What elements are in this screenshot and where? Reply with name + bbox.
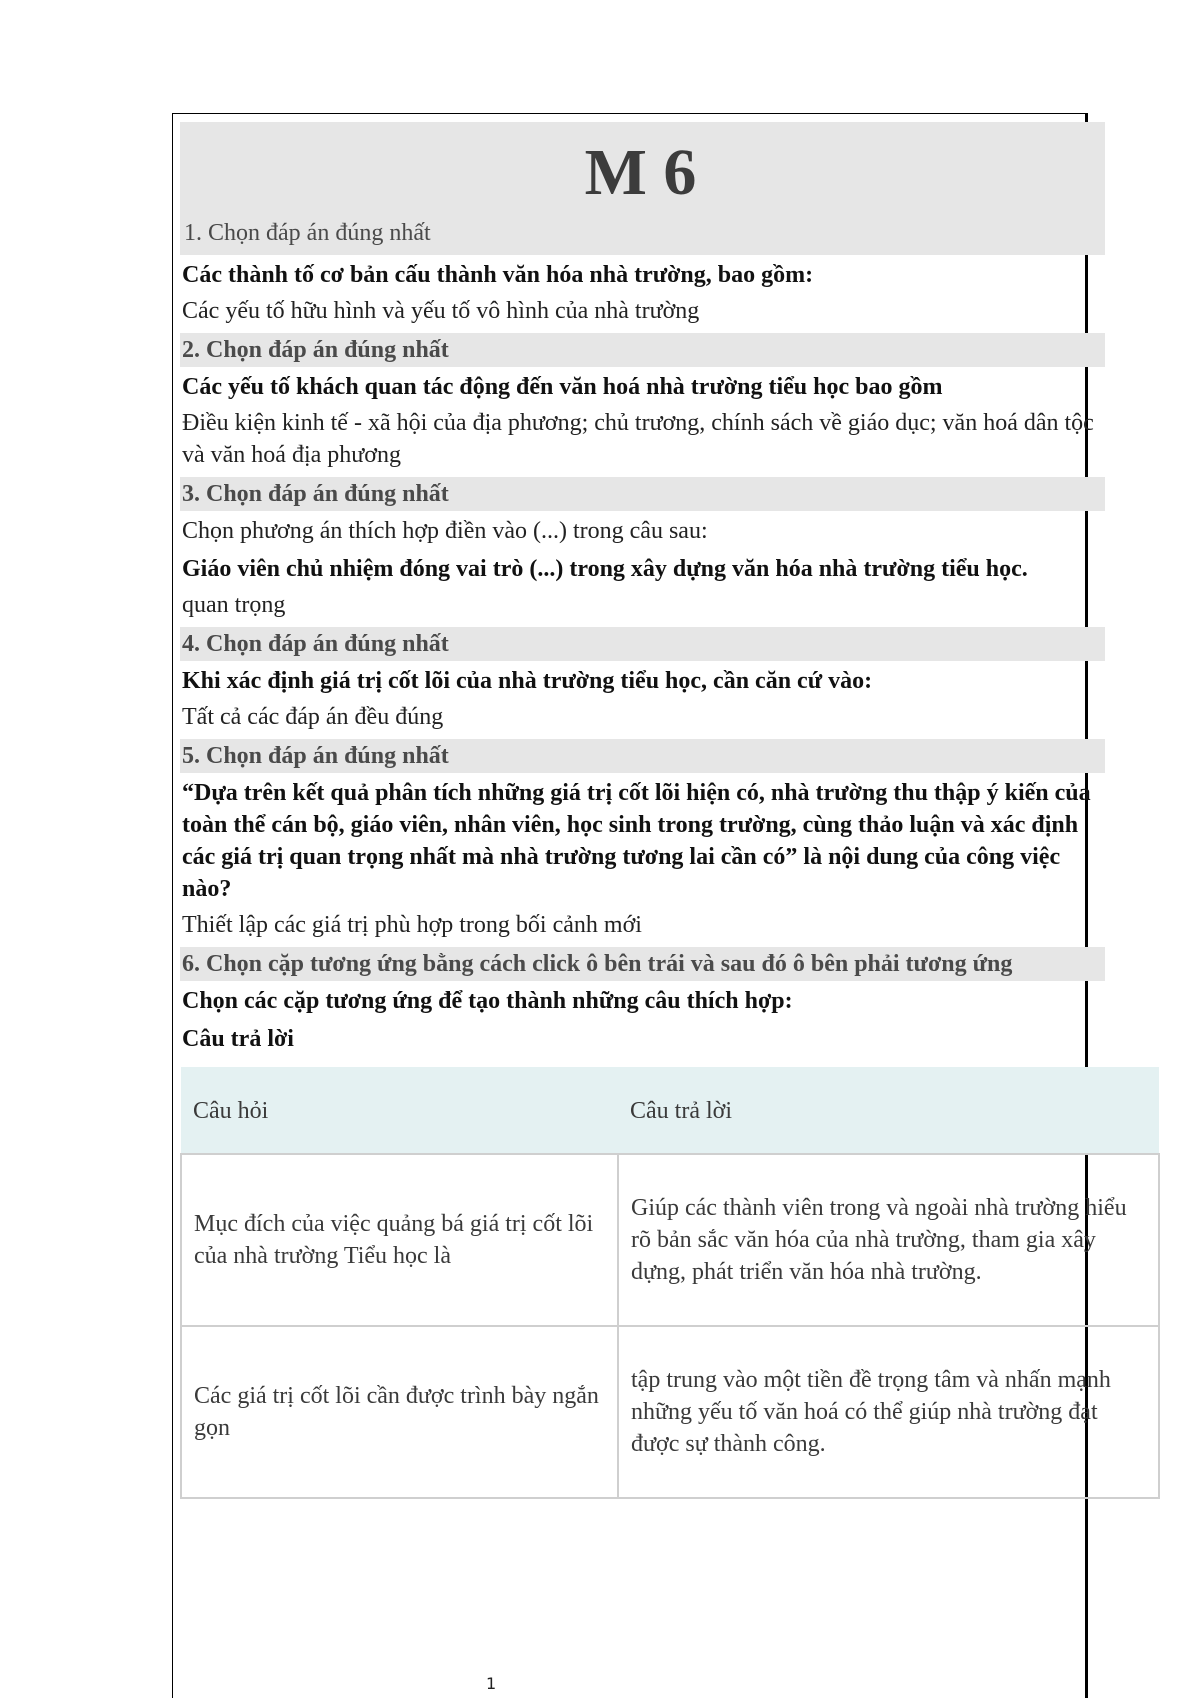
question-1-text: Các thành tố cơ bản cấu thành văn hóa nhà trường, bao gồm: bbox=[182, 262, 814, 288]
table-row bbox=[181, 1326, 1159, 1498]
question-5-header: 5. Chọn đáp án đúng nhất bbox=[180, 739, 1105, 773]
question-5-text: “Dựa trên kết quả phân tích những giá trị cốt lõi hiện có, nhà trường thu thập ý kiến của toàn thể cán bộ, giáo viên, nhân viên, học sinh trong trường, cùng thảo luận và xác định các giá trị quan trọng nhất mà nhà trường tương lai cần có” là nội dung của công việc nào? bbox=[182, 780, 1091, 902]
question-5-answer: Thiết lập các giá trị phù hợp trong bối cảnh mới bbox=[182, 912, 642, 938]
page-number: 1 bbox=[486, 1674, 497, 1693]
question-6-answer-label: Câu trả lời bbox=[182, 1026, 294, 1052]
question-4-answer: Tất cả các đáp án đều đúng bbox=[182, 704, 444, 730]
question-3-header: 3. Chọn đáp án đúng nhất bbox=[180, 477, 1105, 511]
match-question-cell[interactable]: Các giá trị cốt lõi cần được trình bày ngắn gọn bbox=[181, 1326, 618, 1498]
column-header-question: Câu hỏi bbox=[181, 1067, 618, 1154]
question-2-answer: Điều kiện kinh tế - xã hội của địa phương; chủ trương, chính sách về giáo dục; văn hoá dân tộc và văn hoá địa phương bbox=[182, 410, 1094, 468]
table-row bbox=[181, 1154, 1159, 1326]
question-2-text: Các yếu tố khách quan tác động đến văn hoá nhà trường tiểu học bao gồm bbox=[182, 374, 943, 400]
column-header-answer: Câu trả lời bbox=[618, 1067, 1159, 1154]
matching-table-header-row bbox=[181, 1067, 1159, 1154]
question-3-prompt: Chọn phương án thích hợp điền vào (...) trong câu sau: bbox=[182, 518, 708, 544]
document-title: M 6 bbox=[584, 136, 697, 209]
document-content bbox=[180, 122, 1127, 1499]
question-1-header: 1. Chọn đáp án đúng nhất bbox=[182, 216, 1099, 251]
match-question-cell[interactable]: Mục đích của việc quảng bá giá trị cốt lõi của nhà trường Tiểu học là bbox=[181, 1154, 618, 1326]
match-answer-cell[interactable]: tập trung vào một tiền đề trọng tâm và nhấn mạnh những yếu tố văn hoá có thể giúp nhà trường đạt được sự thành công. bbox=[618, 1326, 1159, 1498]
question-2-header: 2. Chọn đáp án đúng nhất bbox=[180, 333, 1105, 367]
question-4-text: Khi xác định giá trị cốt lõi của nhà trường tiểu học, cần căn cứ vào: bbox=[182, 668, 873, 694]
question-1-answer: Các yếu tố hữu hình và yếu tố vô hình của nhà trường bbox=[182, 298, 700, 324]
matching-table bbox=[180, 1067, 1160, 1499]
question-3-text: Giáo viên chủ nhiệm đóng vai trò (...) trong xây dựng văn hóa nhà trường tiểu học. bbox=[182, 556, 1028, 582]
question-3-answer: quan trọng bbox=[182, 592, 286, 618]
question-6-text: Chọn các cặp tương ứng để tạo thành những câu thích hợp: bbox=[182, 988, 793, 1014]
question-6-header: 6. Chọn cặp tương ứng bằng cách click ô bên trái và sau đó ô bên phải tương ứng bbox=[180, 947, 1105, 981]
match-answer-cell[interactable]: Giúp các thành viên trong và ngoài nhà trường hiểu rõ bản sắc văn hóa của nhà trường, tham gia xây dựng, phát triển văn hóa nhà trường. bbox=[618, 1154, 1159, 1326]
question-4-header: 4. Chọn đáp án đúng nhất bbox=[180, 627, 1105, 661]
title-block bbox=[180, 122, 1105, 255]
